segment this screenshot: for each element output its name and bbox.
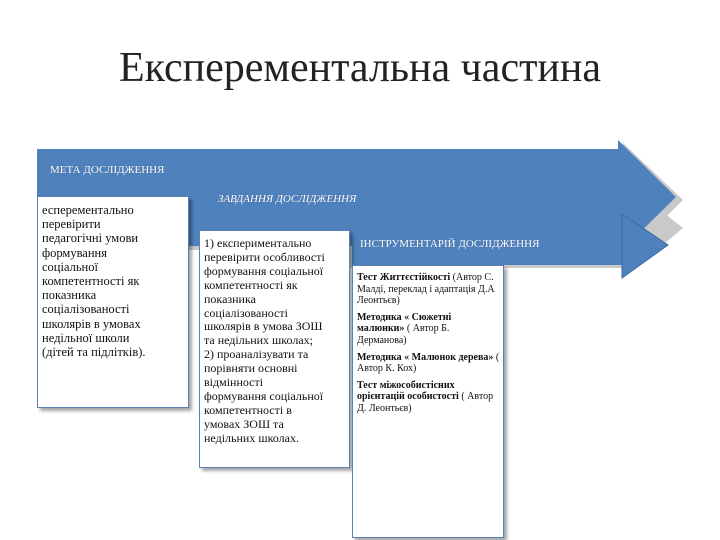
tool-detail: ( Автор Д. Леонтьєв) xyxy=(357,391,494,414)
goal-text: есперементально перевірити педагогічні умови формування соціальної компетентності як показника соціалізованості школярів в умовах недільної школи (дітей та підлітків). xyxy=(42,203,146,360)
tasks-arrow-label: ЗАВДАННЯ ДОСЛІДЖЕННЯ xyxy=(218,193,357,205)
tool-name: Тест міжособистісних орієнтацій особистості xyxy=(357,379,459,403)
goal-box xyxy=(37,196,189,408)
goal-arrow-label: МЕТА ДОСЛІДЖЕННЯ xyxy=(50,164,165,176)
tools-box xyxy=(352,265,504,538)
tool-detail: ( Автор К. Кох) xyxy=(357,351,500,375)
tasks-box xyxy=(199,230,350,468)
tool-item xyxy=(357,312,500,347)
tool-name: Методика « Малюнок дерева» xyxy=(357,351,494,363)
tool-name: Методика « Сюжетні малюнки» xyxy=(357,311,452,335)
tool-item xyxy=(357,352,500,375)
tool-detail: (Автор С. Малді, переклад і адаптація Д.А Леонтьєв) xyxy=(357,272,495,307)
tool-name: Тест Життєстійкості xyxy=(357,272,451,283)
tasks-text: 1) експериментально перевірити особливості формування соціальної компетентності як показника соціалізованості школярів в умова ЗОШ та недільних школах; 2) проаналізувати та порівняти основні відмінності формування соціальної компетентності в умовах ЗОШ та недільних школах. xyxy=(204,236,325,445)
tool-item xyxy=(357,380,500,415)
tool-detail: ( Автор Б. Дерманова) xyxy=(357,323,450,346)
tool-item xyxy=(357,272,500,307)
page-title: Експерементальна частина xyxy=(118,45,602,91)
tools-arrow-label: ІНСТРУМЕНТАРІЙ ДОСЛІДЖЕННЯ xyxy=(360,238,540,250)
